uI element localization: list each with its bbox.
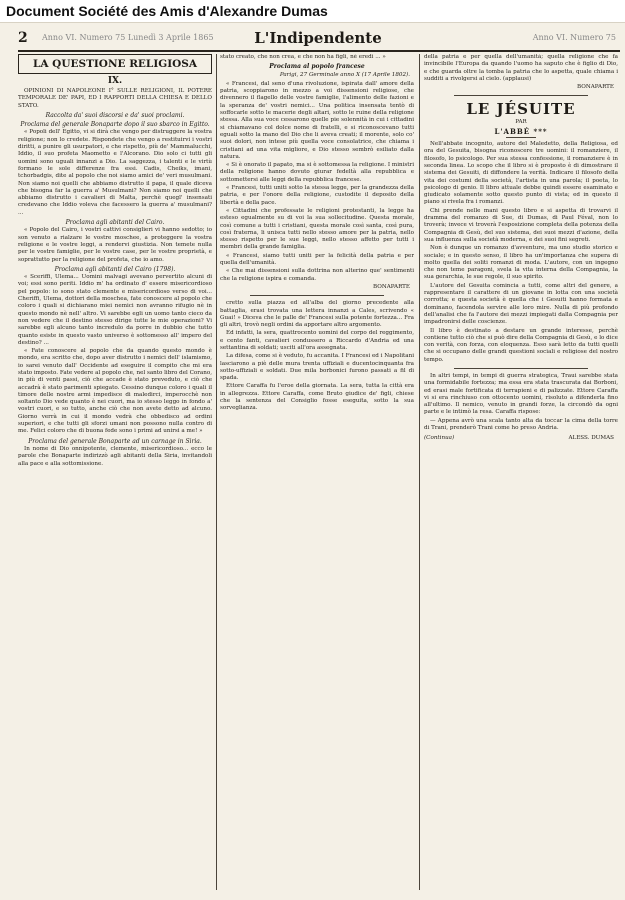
subheading: Proclama al popolo francese	[269, 63, 365, 71]
paragraph: Non è dunque un romanzo d'avventure, ma uno studio storico e sociale; e in questo senso, il libro ha un'importanza che supera di molto quella dei soliti romanzi di moda. L'autore, con un ingegno che non teme paragoni, svela la vita interna della Compagnia, la sua gerarchia, le sue regole, il suo spirito.	[424, 245, 618, 281]
newspaper-page	[18, 28, 620, 894]
window-title-bar	[0, 0, 625, 23]
paragraph: Ettore Caraffa fu l'eroe della giornata. La sera, tutta la città era in allegrezza. Ettore Caraffa, come Bruto giudice de' figli, chiese che la sentenza del Consiglio fosse eseguita, sotto la sua sorveglianza.	[220, 383, 414, 412]
byline-author: L'ABBÉ ***	[494, 126, 548, 136]
title-rule	[506, 137, 536, 138]
paragraph: cretto sulla piazza ed all'alba del giorno precedente alla battaglia, erasi trovata una lettera innanzi a Cales, scrivendo « Guai! » Diceva che le palle de' Francesi sulla potente fortezza... Fra gli altri, trovò negli ordini da apportare altro argomento.	[220, 300, 414, 329]
subheading: Proclama del generale Bonaparte ad un carnage in Siria.	[28, 437, 202, 445]
paragraph: Chi prende nelle mani questo libro e si aspetta di trovarvi il dramma del romanzo di Sue, di Dumas, di Paul Féval, non lo troverà; invece vi troverà l'esposizione completa della potenza della Compagnia di Gesù, del suo sistema, dei suoi mezzi d'azione, della sua influenza sulla società moderna, e dei suoi fini segreti.	[424, 207, 618, 243]
paragraph: « Sceriffi, Ulema... Uomini malvagi avevano pervertito alcuni di voi; essi sono periti. Iddio m' ha ordinato d' essere misericordioso pel popolo: io sono stato clemente e misericordioso verso di voi... Cheriffi, Ulema, dottori della moschea, fate conoscere al popolo che coloro i quali si dichiarano miei nemici non avranno rifugio nè in questo mondo nè nell' altro. Vi sarebbe egli un uomo tanto cieco da non vedere che il destino stesso dirige tutte le mie operazioni? Vi sarebbe egli alcuno tanto incredulo da porre in dubbio che tutto quanto esiste in questo vasto universo è sottomesso all' impero del destino? ...	[18, 274, 212, 346]
paragraph: « Cittadini che professate le religioni protestanti, la legge ha esteso egualmente su di voi la sua sollecitudine. Questa morale, così comune a tutti i cristiani, questa morale così santa, così pura, così fraterna, li unisca tutti nello stesso amore per la patria, nello stesso rispetto per le sue leggi, nello stesso affetto per tutti i membri della grande famiglia.	[220, 207, 414, 251]
column-3	[424, 54, 618, 894]
subheading: Proclama del generale Bonaparte dopo il suo sbarco in Egitto.	[20, 121, 210, 129]
dateline: Parigi, 27 Germinale anno X (17 Aprile 1802).	[279, 71, 410, 78]
section-separator	[250, 295, 384, 296]
paragraph: della patria e per quella dell'umanità; quella religione che fa invincibile l'Europa da quando l'uomo ha saputo che è figlio di Dio, e che guarda oltre la tomba la patria che lo aspetta, quale chiama i sudditi a rivolgersi al cielo. (applausi)	[424, 54, 618, 82]
serial-title: LE JÉSUITE	[466, 100, 576, 119]
masthead-right-line: Anno VI. Numero 75	[532, 33, 616, 42]
masthead-left-line: Anno VI. Numero 75 Lunedì 3 Aprile 1865	[42, 33, 214, 42]
signature: BONAPARTE	[373, 283, 410, 290]
paragraph: — Appena avrò una scala tanto alta da toccar la cima della torre di Trani, prenderò Trani come ho preso Andria.	[424, 417, 618, 432]
paragraph: « Francesi, dal seno d'una rivoluzione, ispirata dall' amore della patria, scoppiarono in mezzo a voi dissensioni religiose, che divennero il flagello delle vostre famiglie, l'alimento delle fazioni e la speranza de' vostri nemici... Una politica insensata tentò di soffocarle sotto le macerie degli altari, sotto le ruine della religione stessa. Alla sua voce cessarono quelle pie solennità in cui i cittadini si chiamavano col dolce nome di fratelli, e si riconoscevano tutti eguali sotto la mano del Dio che li aveva creati; il morente, solo co' suoi dolori, non intese più quella voce consolatrice, che chiama i cristiani ad una vita migliore, e Dio stesso sembrò esiliato dalla natura.	[220, 80, 414, 160]
window-title: Document Société des Amis d'Alexandre Dumas	[6, 3, 328, 19]
author-signature: ALESS. DUMAS	[568, 435, 614, 442]
paragraph: Il libro è destinato a destare un grande interesse, perchè contiene tutto ciò che si può dire della Compagnia di Gesù, e lo dice con verità, con forza, con eloquenza. Esso sarà letto da tutti quelli che si occupano delle grandi questioni sociali e religiose del nostro tempo.	[424, 327, 618, 363]
paragraph: « Popolo del Cairo, i vostri cattivi consiglieri vi hanno sedotto; io son venuto a rialzare le vostre moschee, a proteggere la vostra religione e le vostre leggi, a rendervi giustizia. Non temete nulla per le vostre famiglie, per le vostre case, per le vostre proprietà, e soprattutto per la religione del profeta, che io amo.	[18, 227, 212, 263]
newspaper-title: L'Indipendente	[254, 29, 382, 47]
paragraph: Ed infatti, la sera, quattrocento uomini del corpo del reggimento, e cento fanti, cavalieri condussero a Riccardo d'Andria ed una settantina di soldati; usciti all'ora assegnata.	[220, 330, 414, 351]
paragraph: « Si è onorato il papato, ma si è sottomessa la religione. I ministri della religione hanno dovuto giurar fedeltà alla repubblica e sottomettersi alle leggi della repubblica francese.	[220, 162, 414, 183]
column-2	[220, 54, 414, 894]
article-heading: LA QUESTIONE RELIGIOSA	[18, 54, 212, 74]
paragraph: « Che mai dissensioni sulla dottrina non alterino que' sentimenti che la religione ispira e comanda.	[220, 268, 414, 282]
page-number: 2	[18, 30, 28, 46]
column-1	[18, 54, 212, 894]
paragraph: « Popoli dell' Egitto, vi si dirà che vengo per distruggere la vostra religione; non lo credete. Rispondete che vengo a restituirvi i vostri diritti, a punire gli usurpatori, e che rispetto, più de' Mammalucchi, Iddio, il suo profeta Maometto e l'Alcorano. Dio solo ci tutti gli uomini sono uguali innanzi a Dio. La saggezza, i talenti e le virtù formano le sole differenze fra essi. Cadis, Cheiks, imani, tchorbadgis, dite al popolo che noi siamo amici de' veri musulmani. Non siamo noi quelli che abbiamo distrutto il papa, il quale diceva che bisogna far la guerra a' Musulmani? Non siamo noi quelli che abbiamo distrutto i cavalieri di Malta, perchè quegl' insensati credevano che Iddio voleva che facessero la guerra a' musulmani? ...	[18, 129, 212, 216]
paragraph: OPINIONI DI NAPOLEONE I° SULLE RELIGIONI, IL POTERE TEMPORALE DE' PAPI, ED I RAPPORTI DELLA CHIESA E DELLO STATO.	[18, 88, 212, 109]
paragraph: La difesa, come si è veduto, fu accanita. I Francesi ed i Napolitani lasciarono a piè delle mura trenta uffiziali e ducentocinquanta fra sotto-uffiziali e soldati. Due mila borbonici furono passati a fil di spada.	[220, 353, 414, 382]
masthead	[18, 28, 620, 52]
signature: BONAPARTE	[577, 84, 614, 91]
paragraph: In altri tempi, in tempi di guerra strategica, Traui sarebbe stata una formidabile fortezza; ma essa era stata trascurata dai Borboni, ed erasi male fortificata di terrapieni e di palizzate. Ettore Caraffa vi si era rinchiuso con ottocento uomini, risoluto a difenderla fino all'ultimo. Il nemico, venuto in grandi forze, la circondò da ogni parte e le intimò la resa. Caraffa rispose:	[424, 372, 618, 416]
column-divider	[419, 54, 420, 890]
continued-note: (Continua)	[424, 435, 455, 442]
paragraph: L'autore del Gesuita comincia a tutti, come altri del genere, a rappresentare il carattere di un giovane in lotta con una società corrotta; e questa società è quella che i Gesuiti hanno formata e dominano, facendola servire alle loro mire. Nulla di più profondo dell'analisi che fa l'autore dei mezzi impiegati dalla Compagnia per impadronirsi delle coscienze.	[424, 282, 618, 326]
section-separator	[454, 368, 588, 369]
section-separator	[454, 95, 588, 96]
paragraph: « Francesi, tutti uniti sotto la stessa legge, per la grandezza della patria, e per l'onore della religione, custodite il deposito della libertà e della pace.	[220, 185, 414, 206]
paragraph: Nell'abbate incognito, autore del Maledetto, della Religiosa, ed ora del Gesuita, bisogna riconoscere tre uomini: il romanziere, il filosofo, lo psicologo. Per sua stessa confessione, il romanziere è in seconda linea. Lo scopo che il libro si è proposto è di dimostrare il sistema dei Gesuiti, di diffondere la verità. Indicare il filosofo della vita dei costumi della società, l'artista in una parola; il poeta, lo psicologo di genio. Il libro attuale debbe quindi essere esaminato e giudicato solamente sotto questo punto di vista; ed in questo il piano si rivela fra i romanzi.	[424, 141, 618, 206]
byline-par: PAR	[515, 119, 527, 126]
paragraph: « Fate conoscere al popolo che da quando questo mondo è mondo, era scritto che, dopo aver distrutto i nemici dell' islamismo, io sarei venuto dall' Occidente ad eseguire il compito che mi era stato imposto. Fate vedere al popolo che, nel santo libro del Corano, in più di venti passi, ciò che accade è stato preveduto, e ciò che accadrà è stato parimenti spiegato. Cessino dunque coloro i quali il timore delle nostre armi impedisce di maledirci, imperocchè non soltanto Dio vede quanto è nei cuori, ma io stesso leggo in fondo a' vostri cuori, e so tutto, anche ciò che non avete detto ad alcuno. Giorno verrà in cui il mondo vedrà che obbedisco ad ordini superiori, e che tutti gli sforzi umani non possono nulla contro di me. Felici coloro che di buona fede sono i primi ad unirsi a me! »	[18, 348, 212, 435]
article-numeral: IX.	[107, 76, 123, 86]
subheading: Proclama agli abitanti del Cairo.	[65, 219, 165, 227]
paragraph: « Francesi, siamo tutti uniti per la felicità della patria e per quella dell'umanità.	[220, 252, 414, 267]
serial-footer	[424, 435, 618, 442]
subheading: Proclama agli abitanti del Cairo (1798).	[54, 265, 176, 273]
paragraph: In nome di Dio onnipotente, clemente, misericordioso... ecco le parole che Bonaparte indirizzò agli abitanti della Siria, invitandoli alla pace e alla sottomissione.	[18, 445, 212, 467]
column-divider	[216, 54, 217, 890]
subheading: Raccolta da' suoi discorsi e da' suoi proclami.	[45, 111, 185, 119]
paragraph: stato creato, che non crea, e che non ha figli, nè eredi ... »	[220, 54, 386, 60]
